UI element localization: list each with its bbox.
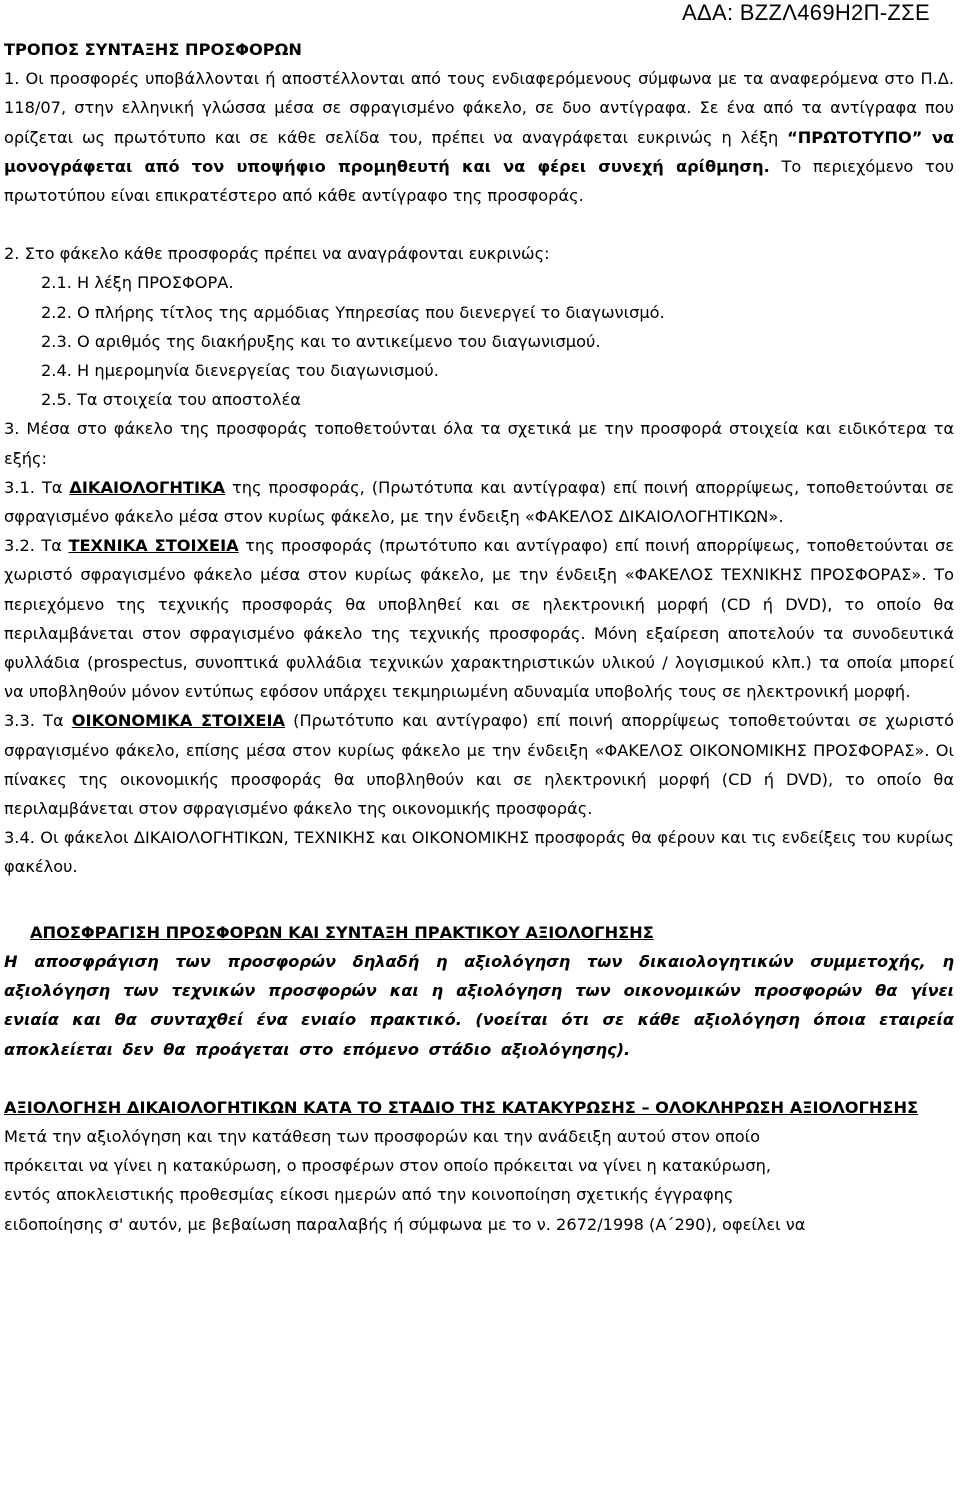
paragraph-3: 3. Μέσα στο φάκελο της προσφοράς τοποθετούνται όλα τα σχετικά με την προσφορά στοιχεία και ειδικότερα τα εξής:	[4, 419, 954, 468]
paragraph-1-bold: να μονογράφεται από τον υποψήφιο προμηθευτή και να φέρει συνεχή αρίθμηση.	[4, 127, 954, 176]
italic-paragraph: Η αποσφράγιση των προσφορών δηλαδή η αξιολόγηση των δικαιολογητικών συμμετοχής, η αξιολόγηση των τεχνικών προσφορών και η αξιολόγηση των οικονομικών προσφορών θα γίνει ενιαία και θα συνταχθεί ένα ενιαίο πρακτικό. (νοείται ότι σε κάθε αξιολόγηση όποια εταιρεία αποκλείεται δεν θα προάγεται στο επόμενο στάδιο αξιολόγησης).	[4, 951, 954, 1059]
financial-data-label: ΟΙΚΟΝΟΜΙΚΑ ΣΤΟΙΧΕΙΑ	[71, 711, 286, 731]
document-body	[4, 35, 954, 1239]
spacer	[4, 882, 954, 918]
spacer	[4, 210, 954, 239]
paragraph-1-end: Το περιεχόμενο του πρωτοτύπου είναι επικρατέστερο από κάθε αντίγραφο της προσφοράς.	[4, 156, 955, 206]
list-item: 2.5. Τα στοιχεία του αποστολέα	[41, 390, 301, 410]
section-title-offer-format: ΤΡΟΠΟΣ ΣΥΝΤΑΞΗΣ ΠΡΟΣΦΟΡΩΝ	[4, 40, 302, 59]
paragraph-3-1-num: 3.1. Τα	[4, 477, 70, 497]
paragraph-3-4: 3.4. Οι φάκελοι ΔΙΚΑΙΟΛΟΓΗΤΙΚΩΝ, ΤΕΧΝΙΚΗΣ και ΟΙΚΟΝΟΜΙΚΗΣ προσφοράς θα φέρουν και τις ενδείξεις του κυρίως φακέλου.	[4, 828, 954, 877]
paragraph-1-text: 1. Οι προσφορές υποβάλλονται ή αποστέλλονται από τους ενδιαφερόμενους σύμφωνα με τα αναφερόμενα στο Π.Δ. 118/07, στην ελληνική γλώσσα μέσα σε σφραγισμένο φάκελο, σε δυο αντίγραφα. Σε ένα από τα αντίγραφα που ορίζεται ως πρωτότυπο και σε κάθε σελίδα του, πρέπει να αναγράφεται ευκρινώς η λέξη	[4, 69, 954, 147]
list-item: 2.4. Η ημερομηνία διενεργείας του διαγωνισμού.	[41, 361, 439, 381]
list-item: 2.3. Ο αριθμός της διακήρυξης και το αντικείμενο του διαγωνισμού.	[41, 331, 601, 351]
paragraph-3-3-text: (Πρωτότυπο και αντίγραφο) επί ποινή απορρίψεως τοποθετούνται σε χωριστό σφραγισμένο φάκελο, επίσης μέσα στον κυρίως φάκελο με την ένδειξη «ΦΑΚΕΛΟΣ ΟΙΚΟΝΟΜΙΚΗΣ ΠΡΟΣΦΟΡΑΣ». Οι πίνακες της οικονομικής προσφοράς θα υποβληθούν και σε ηλεκτρονική μορφή (CD ή DVD), το οποίο θα περιλαμβάνεται στον σφραγισμένο φάκελο της οικονομικής προσφοράς.	[4, 711, 954, 819]
paragraph-3-1-text: της προσφοράς, (Πρωτότυπα και αντίγραφα) επί ποινή απορρίψεως, τοποθετούνται σε σφραγισμένο φάκελο μέσα στον κυρίως φάκελο, με την ένδειξη «ΦΑΚΕΛΟΣ ΔΙΚΑΙΟΛΟΓΗΤΙΚΩΝ».	[4, 477, 954, 527]
technical-data-label: ΤΕΧΝΙΚΑ ΣΤΟΙΧΕΙΑ	[68, 536, 239, 556]
section-title-evaluation: ΑΞΙΟΛΟΓΗΣΗ ΔΙΚΑΙΟΛΟΓΗΤΙΚΩΝ ΚΑΤΑ ΤΟ ΣΤΑΔΙΟ ΤΗΣ ΚΑΤΑΚΥΡΩΣΗΣ – ΟΛΟΚΛΗΡΩΣΗ ΑΞΙΟΛΟΓΗΣΗΣ	[4, 1097, 919, 1117]
supporting-documents-label: ΔΙΚΑΙΟΛΟΓΗΤΙΚΑ	[69, 477, 226, 497]
last-line: Μετά την αξιολόγηση και την κατάθεση των προσφορών και την ανάδειξη αυτού στον οποίο	[4, 1126, 760, 1146]
paragraph-3-2-num: 3.2. Τα	[4, 536, 69, 556]
paragraph-3-2-text: της προσφοράς (πρωτότυπο και αντίγραφο) επί ποινή απορρίψεως, τοποθετούνται σε χωριστό σφραγισμένο φάκελο μέσα στον κυρίως φάκελο, με την ένδειξη «ΦΑΚΕΛΟΣ ΤΕΧΝΙΚΗΣ ΠΡΟΣΦΟΡΑΣ». Το περιεχόμενο της τεχνικής προσφοράς θα υποβληθεί και σε ηλεκτρονική μορφή (CD ή DVD), το οποίο θα περιλαμβάνεται στον σφραγισμένο φάκελο της τεχνικής προσφοράς. Μόνη εξαίρεση αποτελούν τα συνοδευτικά φυλλάδια (prospectus, συνοπτικά φυλλάδια τεχνικών χαρακτηριστικών υλικού / λογισμικού κλπ.) τα οποία μπορεί να υποβληθούν μόνον εντύπως εφόσον υπάρχει τεκμηριωμένη αδυναμία υποβολής τους σε ηλεκτρονική μορφή.	[4, 536, 954, 702]
paragraph-3-3	[4, 706, 954, 823]
last-line: εντός αποκλειστικής προθεσμίας είκοσι ημερών από την κοινοποίηση σχετικής έγγραφης	[4, 1185, 734, 1205]
paragraph-1	[4, 64, 954, 210]
paragraph-2: 2. Στο φάκελο κάθε προσφοράς πρέπει να αναγράφονται ευκρινώς:	[4, 244, 550, 264]
original-word: “ΠΡΩΤΟΤΥΠΟ”	[787, 127, 923, 147]
ada-code: ΑΔΑ: ΒΖΖΛ469Η2Π-ΖΣΕ	[682, 0, 930, 25]
paragraph-3-3-num: 3.3. Τα	[4, 711, 72, 731]
list-item: 2.1. Η λέξη ΠΡΟΣΦΟΡΑ.	[41, 273, 234, 293]
section-title-opening: ΑΠΟΣΦΡΑΓΙΣΗ ΠΡΟΣΦΟΡΩΝ ΚΑΙ ΣΥΝΤΑΞΗ ΠΡΑΚΤΙΚΟΥ ΑΞΙΟΛΟΓΗΣΗΣ	[30, 922, 654, 942]
list-item: 2.2. Ο πλήρης τίτλος της αρμόδιας Υπηρεσίας που διενεργεί το διαγωνισμό.	[41, 302, 665, 322]
last-line: πρόκειται να γίνει η κατακύρωση, ο προσφέρων στον οποίο πρόκειται να γίνει η κατακύρωση,	[4, 1156, 771, 1176]
paragraph-3-1	[4, 473, 954, 531]
paragraph-3-2	[4, 531, 954, 706]
last-line: ειδοποίησης σ' αυτόν, με βεβαίωση παραλαβής ή σύμφωνα με το ν. 2672/1998 (Α΄290), οφείλει να	[4, 1214, 806, 1234]
spacer	[4, 1064, 954, 1093]
